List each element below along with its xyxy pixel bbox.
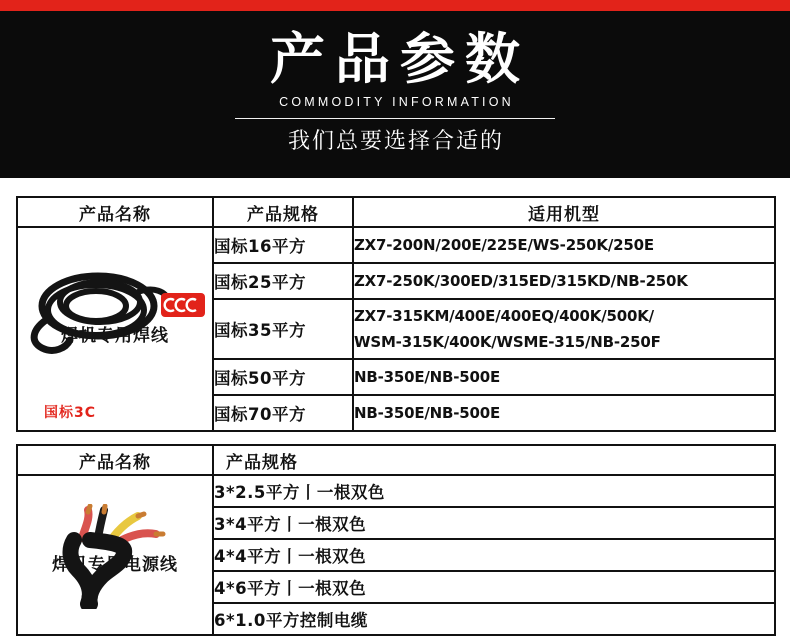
ccc-mark-icon [160,290,200,316]
model-cell [353,299,775,359]
spec-cell: 国标35平方 [213,299,353,359]
column-header-model: 适用机型 [353,197,775,227]
column-header-product-name: 产品名称 [17,197,213,227]
spec-cell: 3*4平方丨一根双色 [213,507,775,539]
product-name-label: 焊机专用电源线 [52,554,178,575]
banner-subtitle-en: COMMODITY INFORMATION [279,95,514,109]
table-row [17,227,775,263]
model-text-line1: ZX7-315KM/400E/400EQ/400K/500K/ [354,307,654,325]
spec-cell: 4*4平方丨一根双色 [213,539,775,571]
power-cable-icon [38,504,208,609]
power-cable-spec-table [16,444,776,636]
model-cell: ZX7-250K/300ED/315ED/315KD/NB-250K [353,263,775,299]
spec-cell: 3*2.5平方丨一根双色 [213,475,775,507]
spec-cell: 国标16平方 [213,227,353,263]
page-title: 产品参数 [269,27,530,91]
page-banner [0,0,790,178]
welding-cable-spec-table [16,196,776,432]
banner-red-bar [0,0,790,11]
banner-content [0,11,790,178]
spec-cell: 国标25平方 [213,263,353,299]
product-cell-welding-cable [17,227,213,431]
model-cell: ZX7-200N/200E/225E/WS-250K/250E [353,227,775,263]
model-cell: NB-350E/NB-500E [353,359,775,395]
column-header-spec: 产品规格 [213,197,353,227]
spec-cell: 国标50平方 [213,359,353,395]
model-cell: NB-350E/NB-500E [353,395,775,431]
table-header-row [17,445,775,475]
model-text-line2: WSM-315K/400K/WSME-315/NB-250F [354,333,661,351]
product-cell-power-cable [17,475,213,635]
certification-label: 国标3C [44,405,97,421]
product-name-label: 焊机专用焊线 [61,325,169,346]
table-row [17,475,775,507]
column-header-spec: 产品规格 [213,445,775,475]
banner-subtitle-cn: 我们总要选择合适的 [287,129,504,154]
spec-tables-container [0,178,790,636]
spec-cell: 6*1.0平方控制电缆 [213,603,775,635]
table-header-row [17,197,775,227]
spec-cell: 国标70平方 [213,395,353,431]
column-header-product-name: 产品名称 [17,445,213,475]
spec-cell: 4*6平方丨一根双色 [213,571,775,603]
banner-divider [235,118,555,119]
